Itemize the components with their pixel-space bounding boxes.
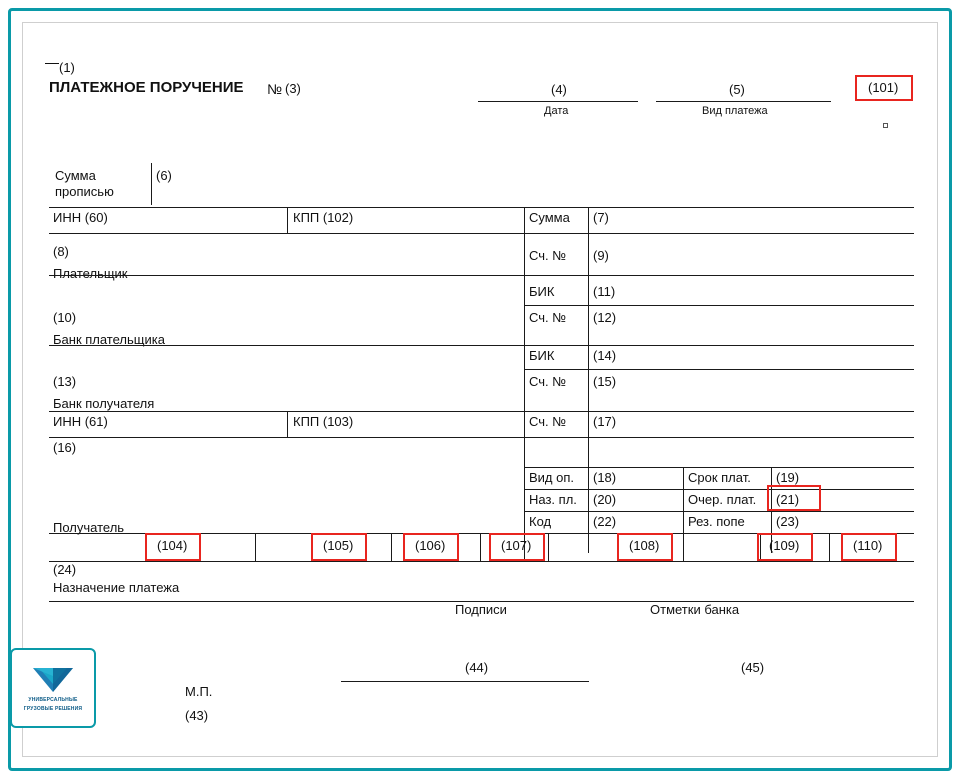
rule-purpose-pay: [524, 511, 914, 512]
account-4-label: Сч. №: [529, 414, 567, 429]
code-label: Код: [529, 514, 552, 529]
payment-kind-underline: [656, 101, 831, 102]
field-44-label: (44): [465, 660, 489, 675]
field-9-label: (9): [593, 248, 609, 263]
date-underline: [478, 101, 638, 102]
field-110-label: (110): [853, 538, 883, 553]
signatures-label: Подписи: [455, 602, 507, 617]
field-16-label: (16): [53, 440, 77, 455]
sum-words-label-line1: Сумма: [55, 168, 96, 183]
field-17-label: (17): [593, 414, 617, 429]
field-6-label: (6): [156, 168, 172, 183]
field-22-label: (22): [593, 514, 617, 529]
field-101-label: (101): [868, 80, 899, 95]
field-3-label: (3): [285, 81, 301, 96]
field-45-label: (45): [741, 660, 765, 675]
order-pay-label: Очер. плат.: [688, 492, 757, 507]
inn-kpp-payee-divider: [287, 411, 288, 437]
payment-order-form: [23, 23, 939, 758]
account-1-label: Сч. №: [529, 248, 567, 263]
field-109-label: (109): [769, 538, 800, 553]
logo-text-line1: УНИВЕРСАЛЬНЫЕ: [28, 697, 78, 703]
sum-words-divider: [151, 163, 152, 205]
term-pay-label: Срок плат.: [688, 470, 751, 485]
field-104-label: (104): [157, 538, 188, 553]
page-title: ПЛАТЕЖНОЕ ПОРУЧЕНИЕ: [49, 79, 244, 96]
field-20-label: (20): [593, 492, 617, 507]
payer-bank-label: Банк плательщика: [53, 332, 165, 347]
field-11-label: (11): [593, 284, 616, 299]
field-12-label: (12): [593, 310, 617, 325]
cell-divider-3: [480, 533, 481, 561]
account-2-label: Сч. №: [529, 310, 567, 325]
rule-payer: [49, 275, 914, 276]
company-logo: [10, 648, 96, 728]
right-column-inner-divider: [588, 207, 589, 553]
date-caption: Дата: [544, 105, 569, 117]
payer-label: Плательщик: [53, 266, 128, 281]
payment-purpose-label: Назначение платежа: [53, 580, 180, 595]
cell-divider-1: [255, 533, 256, 561]
logo-text-line2: ГРУЗОВЫЕ РЕШЕНИЯ: [23, 706, 83, 712]
payment-kind-caption: Вид платежа: [702, 105, 768, 117]
field-43-label: (43): [185, 708, 209, 723]
sum-words-label-line2: прописью: [55, 184, 114, 199]
field-21-label: (21): [776, 492, 800, 507]
right-column-divider: [524, 207, 525, 553]
operation-kind-label: Вид оп.: [529, 470, 575, 485]
sum-label: Сумма: [529, 210, 570, 225]
field-8-label: (8): [53, 244, 69, 259]
inn-payee-label: ИНН (61): [53, 414, 108, 429]
payee-bank-label: Банк получателя: [53, 396, 155, 411]
field-5-label: (5): [729, 82, 745, 97]
cell-divider-8: [829, 533, 830, 561]
kpp-payer-label: КПП (102): [293, 210, 354, 225]
reserve-field-label: Рез. попе: [688, 514, 745, 529]
small-square-marker: [883, 123, 888, 128]
field-15-label: (15): [593, 374, 617, 389]
rule-op-kind-top: [524, 467, 914, 468]
rule-inn-payee: [49, 437, 914, 438]
bik-1-label: БИК: [529, 284, 555, 299]
field-4-label: (4): [551, 82, 567, 97]
rule-cells-bottom: [49, 561, 914, 562]
field-7-label: (7): [593, 210, 609, 225]
mp-label: М.П.: [185, 684, 213, 699]
field-24-label: (24): [53, 562, 77, 577]
cell-divider-5: [548, 533, 549, 561]
inn-kpp-divider: [287, 207, 288, 233]
signature-line: [341, 681, 589, 682]
rule-payee-bank: [49, 411, 914, 412]
account-3-label: Сч. №: [529, 374, 567, 389]
field-108-label: (108): [629, 538, 660, 553]
field-13-label: (13): [53, 374, 77, 389]
rule-inn-kpp: [49, 233, 914, 234]
field-105-label: (105): [323, 538, 354, 553]
purpose-pay-label: Наз. пл.: [529, 492, 577, 507]
rule-op-kind: [524, 489, 914, 490]
rule-bik-1: [524, 305, 914, 306]
field-19-label: (19): [776, 470, 800, 485]
diamond-logo-icon: [31, 664, 75, 694]
bik-2-label: БИК: [529, 348, 555, 363]
cell-divider-6: [683, 533, 684, 561]
payee-label: Получатель: [53, 520, 125, 535]
field-106-label: (106): [415, 538, 446, 553]
field-23-label: (23): [776, 514, 800, 529]
field-107-label: (107): [501, 538, 532, 553]
field-18-label: (18): [593, 470, 617, 485]
rule-payer-bank: [49, 345, 914, 346]
field-10-label: (10): [53, 310, 77, 325]
kpp-payee-label: КПП (103): [293, 414, 354, 429]
cell-divider-2: [391, 533, 392, 561]
field-14-label: (14): [593, 348, 617, 363]
bank-marks-label: Отметки банка: [650, 602, 740, 617]
inn-payer-label: ИНН (60): [53, 210, 108, 225]
document-sheet: [22, 22, 938, 757]
rule-sum-words: [49, 207, 914, 208]
rule-bik-2: [524, 369, 914, 370]
field-1-tick: [45, 63, 59, 64]
number-symbol: №: [267, 81, 283, 97]
field-1-label: (1): [59, 60, 75, 75]
